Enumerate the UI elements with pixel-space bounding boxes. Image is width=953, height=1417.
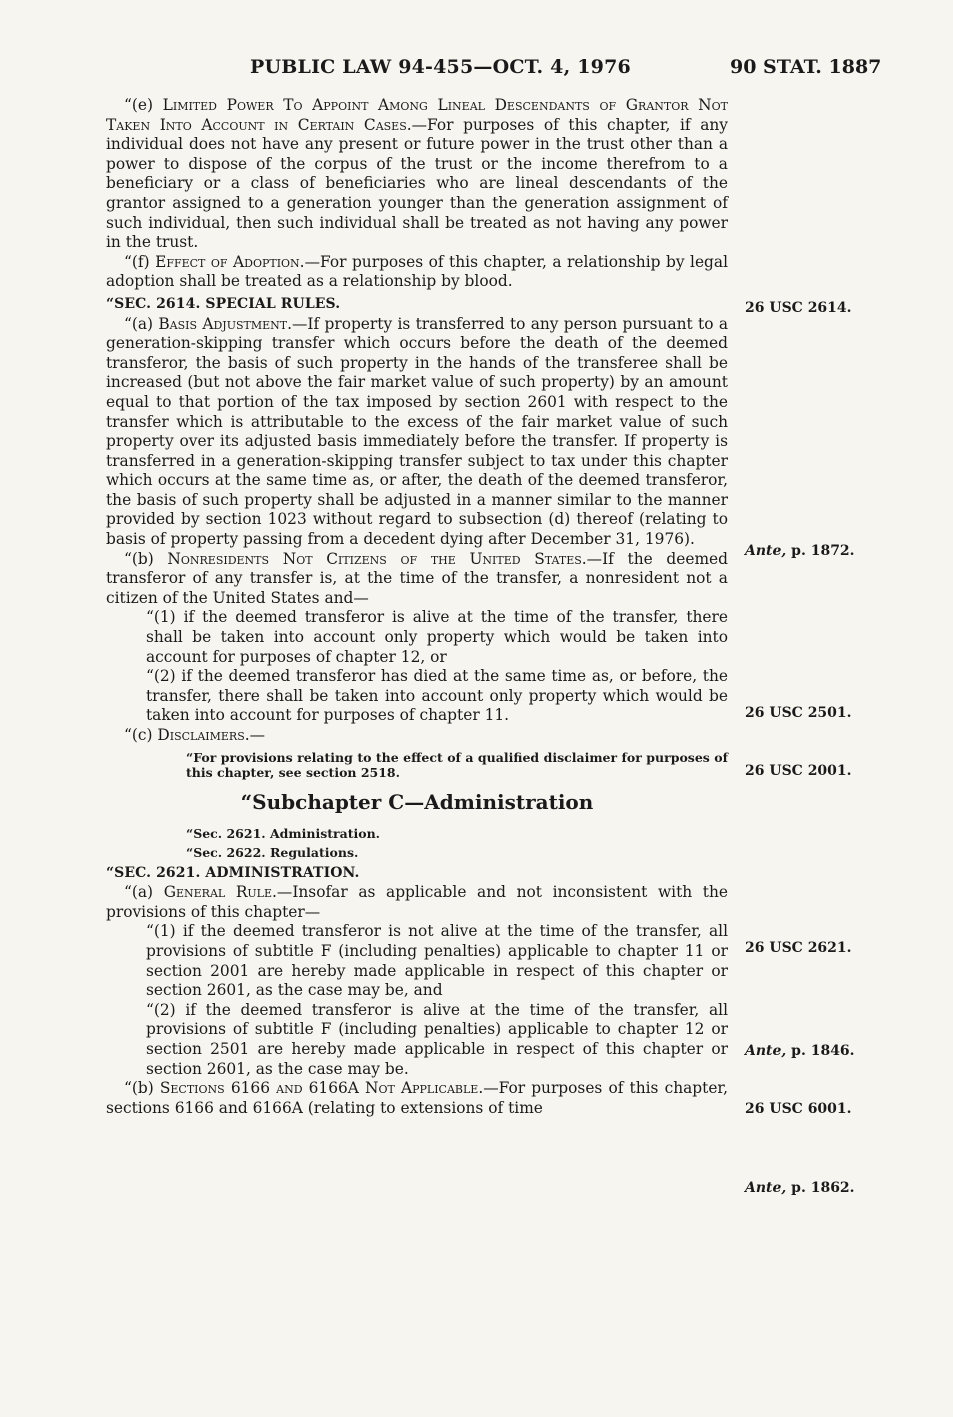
paragraph-2614b-number: “(b): [124, 549, 168, 568]
toc-entry-2622: “Sec. 2622. Regulations.: [186, 844, 359, 860]
margin-note-26-usc-2614: 26 USC 2614.: [745, 300, 852, 316]
paragraph-2614b: [106, 550, 728, 609]
paragraph-2614b-text: —If the deemed transferor of any transfer is, at the time of the transfer, a nonresident not a citizen of the United States and—: [106, 549, 728, 607]
paragraph-2614c-text: —: [249, 726, 266, 744]
margin-note-26-usc-2621: 26 USC 2621.: [745, 940, 852, 956]
paragraph-2614a: [106, 315, 728, 550]
paragraph-f-number: “(f): [124, 252, 156, 271]
paragraph-2614c-heading: Disclaimers.: [157, 726, 250, 744]
toc-entry-2621: “Sec. 2621. Administration.: [186, 825, 381, 841]
statute-body: [106, 96, 728, 1118]
paragraph-e-number: “(e): [124, 96, 163, 114]
paragraph-2621b-number: “(b): [124, 1079, 160, 1098]
paragraph-2614b-item-2: “(2) if the deemed transferor has died at the same time as, or before, the transfer, there shall be taken into account only property which would be taken into account for purposes of chapter 11.: [146, 667, 728, 725]
paragraph-2614b-item-1: “(1) if the deemed transferor is alive at the time of the transfer, there shall be taken into account only property which would be taken into account for purposes of chapter 12, or: [146, 608, 728, 666]
margin-note-ante-label: Ante,: [745, 1180, 787, 1196]
margin-note-ante-label: Ante,: [745, 1043, 787, 1059]
page-header-stat: 90 STAT. 1887: [730, 56, 882, 78]
margin-note-page: p. 1846.: [786, 1043, 855, 1059]
paragraph-2614b-heading: Nonresidents Not Citizens of the United States.: [167, 549, 587, 568]
paragraph-2614c-number: “(c): [124, 726, 158, 744]
paragraph-f: [106, 253, 728, 292]
margin-note-ante-1846: [745, 1043, 855, 1059]
margin-note-26-usc-2501: 26 USC 2501.: [745, 705, 852, 721]
paragraph-2621a: [106, 883, 728, 922]
paragraph-2614c: [106, 726, 728, 746]
section-2621-heading: “SEC. 2621. ADMINISTRATION.: [106, 864, 360, 881]
paragraph-f-text: —For purposes of this chapter, a relationship by legal adoption shall be treated as a relationship by blood.: [106, 252, 729, 291]
paragraph-2614a-heading: Basis Adjustment.: [158, 314, 292, 333]
section-2614-heading: “SEC. 2614. SPECIAL RULES.: [106, 295, 341, 312]
paragraph-e: [106, 96, 728, 253]
disclaimer-cross-reference: “For provisions relating to the effect of a qualified disclaimer for purposes of this chapter, see section 2518.: [186, 749, 728, 780]
paragraph-2621b: [106, 1079, 728, 1118]
margin-note-page: p. 1862.: [786, 1180, 855, 1196]
paragraph-2621a-item-1: “(1) if the deemed transferor is not alive at the time of the transfer, all provisions of subtitle F (including penalties) applicable to chapter 11 or section 2001 are hereby made applicable in respect of this chapter or section 2601, as the case may be, and: [146, 922, 728, 1000]
paragraph-2621b-text: —For purposes of this chapter, sections 6166 and 6166A (relating to extensions of time: [106, 1079, 728, 1117]
paragraph-2621a-item-2: “(2) if the deemed transferor is alive at the time of the transfer, all provisions of subtitle F (including penalties) applicable to chapter 12 or section 2501 are hereby made applicable in respect of this chapter or section 2601, as the case may be.: [146, 1000, 728, 1078]
paragraph-2621a-number: “(a): [124, 883, 164, 902]
paragraph-f-heading: Effect of Adoption.: [155, 252, 305, 271]
page-header-title: PUBLIC LAW 94-455—OCT. 4, 1976: [250, 56, 631, 78]
subchapter-title: “Subchapter C—Administration: [240, 789, 594, 814]
margin-note-26-usc-6001: 26 USC 6001.: [745, 1101, 852, 1117]
paragraph-e-heading: Limited Power To Appoint Among Lineal Descendants of Grantor Not Taken Into Account in Certain Cases.: [106, 96, 728, 134]
paragraph-2621a-text: —Insofar as applicable and not inconsistent with the provisions of this chapter—: [106, 883, 728, 921]
margin-note-ante-1862: [745, 1180, 855, 1196]
margin-note-page: p. 1872.: [786, 543, 855, 559]
paragraph-2621b-heading: Sections 6166 and 6166A Not Applicable.: [159, 1079, 484, 1098]
margin-note-ante-1872: [745, 543, 855, 559]
paragraph-2614a-number: “(a): [124, 314, 159, 333]
paragraph-2614a-text: —If property is transferred to any person pursuant to a generation-skipping transfer which occurs before the death of the deemed transferor, the basis of such property in the hands of the transferee shall be increased (but not above the fair market value of such property) by an amount equal to that portion of the tax imposed by section 2601 with respect to the transfer which is attributable to the excess of the fair market value of such property over its adjusted basis immediately before the transfer. If property is transferred in a generation-skipping transfer subject to tax under this chapter which occurs at the same time as, or after, the death of the deemed transferor, the basis of such property shall be adjusted in a manner similar to the manner provided by section 1023 without regard to subsection (d) thereof (relating to basis of property passing from a decedent dying after December 31, 1976).: [106, 314, 728, 549]
paragraph-2621a-heading: General Rule.: [163, 883, 277, 902]
paragraph-e-text: —For purposes of this chapter, if any individual does not have any present or future power in the trust other than a power to dispose of the corpus of the trust or the income therefrom to a beneficiary or a class of beneficiaries who are lineal descendants of the grantor assigned to a generation younger than the generation assignment of such individual, then such individual shall be treated as not having any power in the trust.: [106, 115, 729, 252]
margin-note-ante-label: Ante,: [745, 543, 787, 559]
margin-note-26-usc-2001: 26 USC 2001.: [745, 763, 852, 779]
